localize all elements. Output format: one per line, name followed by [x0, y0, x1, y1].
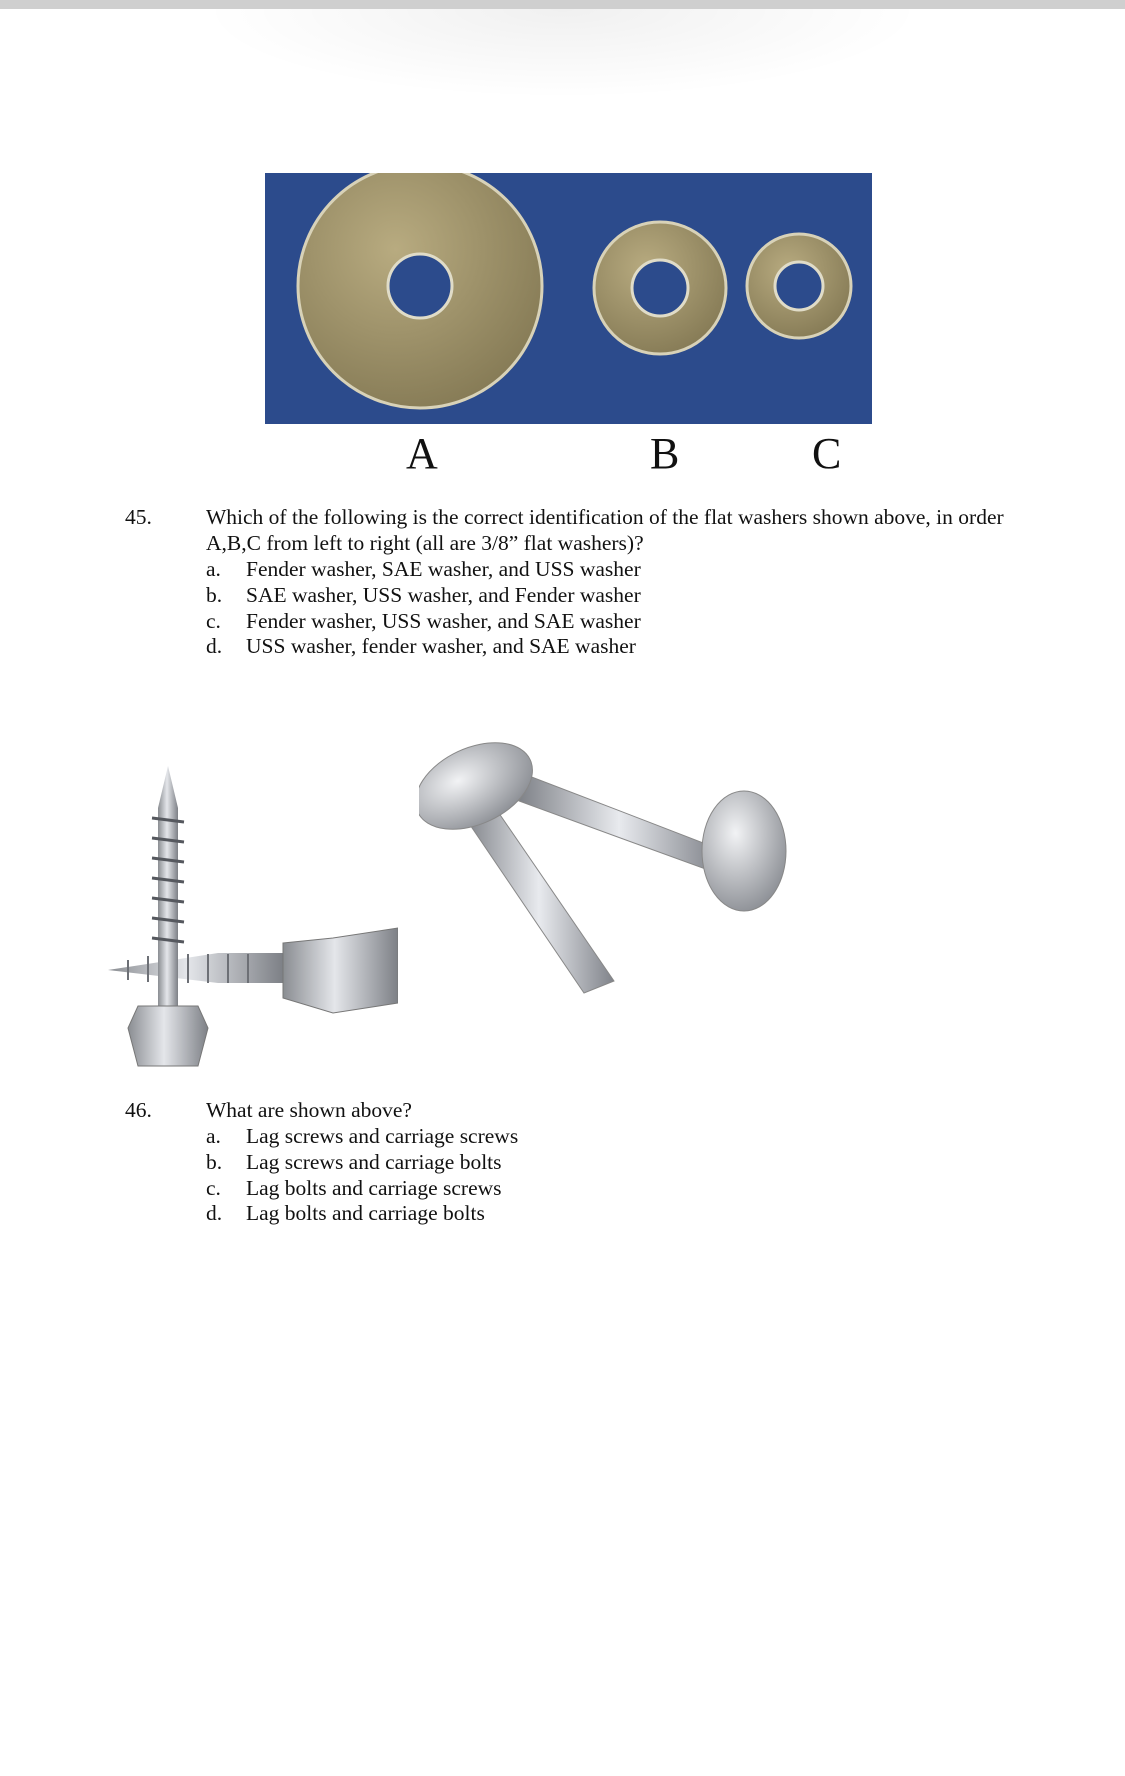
label-a: A: [406, 429, 438, 478]
question-number: 46.: [125, 1098, 152, 1122]
option-text: SAE washer, USS washer, and Fender washer: [246, 583, 641, 607]
lag-screws-image: [108, 748, 398, 1071]
option-letter: b.: [206, 583, 223, 607]
option-letter: d.: [206, 634, 223, 658]
option-text: USS washer, fender washer, and SAE washer: [246, 634, 636, 658]
carriage-bolts-image: [419, 731, 793, 1003]
option-letter: a.: [206, 557, 221, 581]
option-letter: c.: [206, 1176, 221, 1200]
option-text: Fender washer, SAE washer, and USS washer: [246, 557, 641, 581]
question-text: A,B,C from left to right (all are 3/8” flat washers)?: [206, 531, 644, 555]
washers-image: [265, 173, 872, 424]
option-letter: d.: [206, 1201, 223, 1225]
option-text: Lag bolts and carriage bolts: [246, 1201, 485, 1225]
question-number: 45.: [125, 505, 152, 529]
option-text: Lag bolts and carriage screws: [246, 1176, 502, 1200]
option-letter: a.: [206, 1124, 221, 1148]
label-c: C: [812, 429, 842, 478]
option-text: Lag screws and carriage screws: [246, 1124, 519, 1148]
page-shadow: [200, 9, 925, 99]
question-text: Which of the following is the correct identification of the flat washers shown above, in order: [206, 505, 1004, 529]
question-text: What are shown above?: [206, 1098, 412, 1122]
label-b: B: [650, 429, 680, 478]
option-text: Fender washer, USS washer, and SAE washer: [246, 609, 641, 633]
option-letter: c.: [206, 609, 221, 633]
option-letter: b.: [206, 1150, 223, 1174]
top-bar: [0, 0, 1125, 9]
option-text: Lag screws and carriage bolts: [246, 1150, 502, 1174]
